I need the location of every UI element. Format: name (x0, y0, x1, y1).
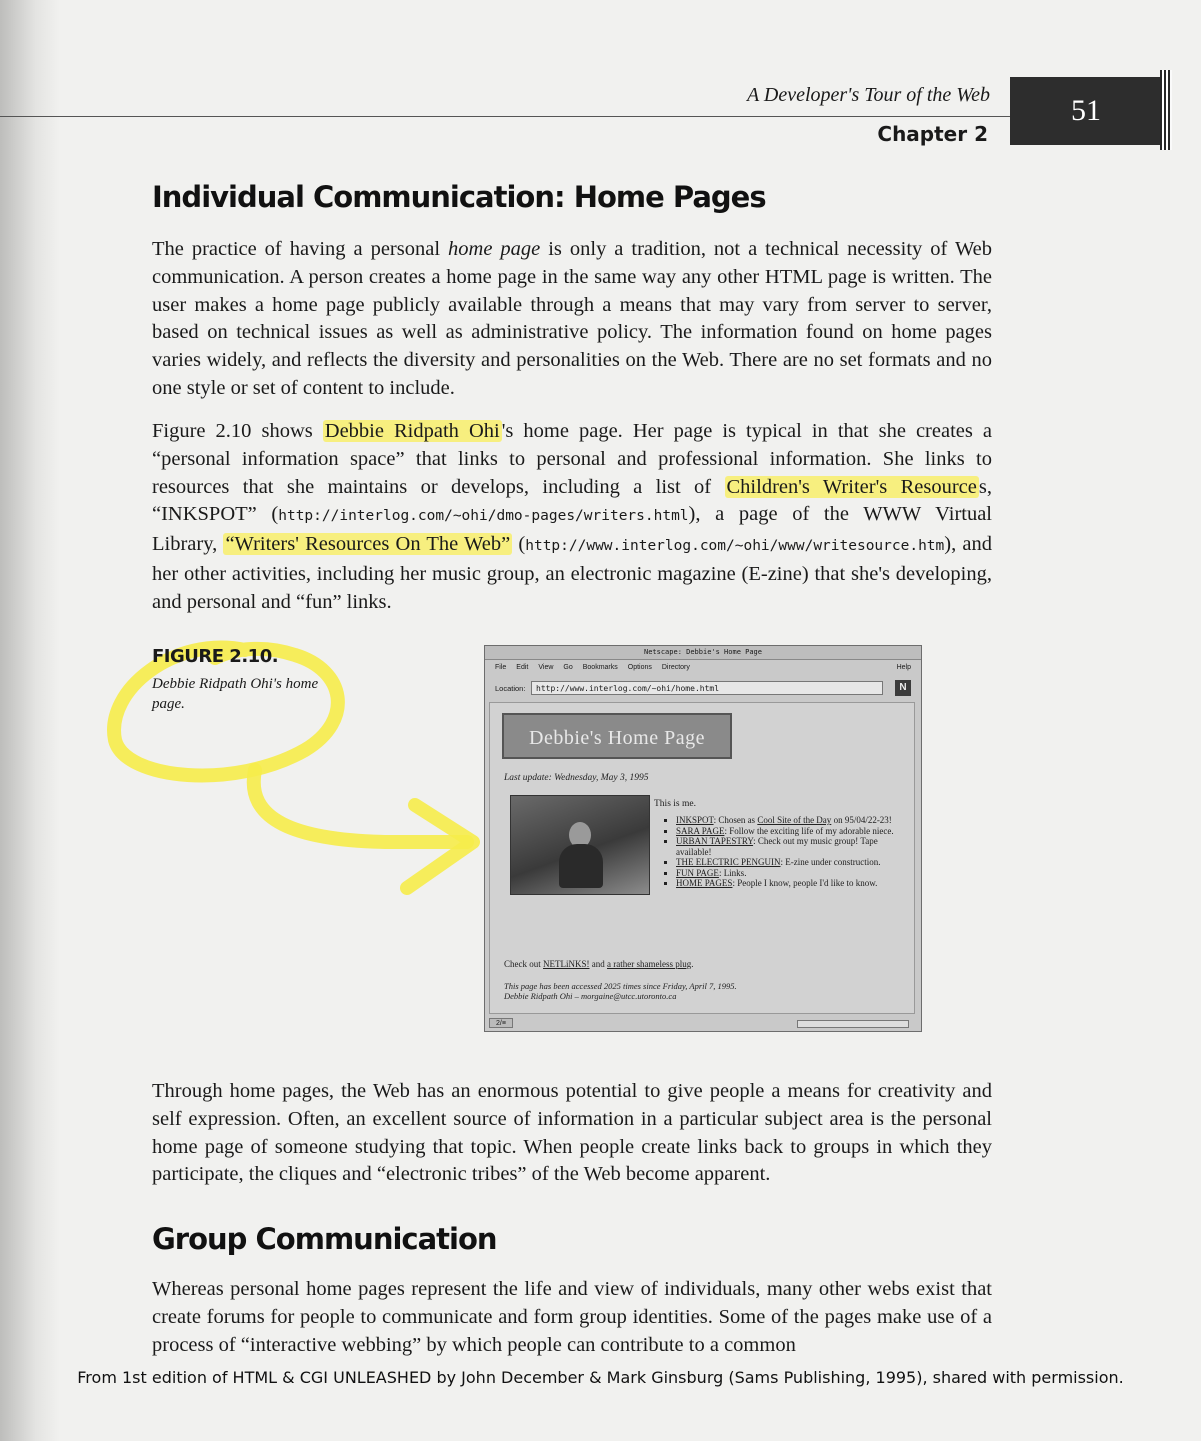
menu-file: File (495, 664, 507, 671)
browser-content-area (489, 702, 915, 1014)
list-item: ▪ SARA PAGE: Follow the exciting life of my adorable niece. (676, 826, 906, 837)
list-item: ▪ THE ELECTRIC PENGUIN: E-zine under construction. (676, 857, 906, 868)
location-label: Location: (495, 684, 526, 693)
list-item: ▪ HOME PAGES: People I know, people I'd like to know. (676, 878, 906, 889)
menu-edit: Edit (516, 664, 529, 671)
highlight-childrens-writers: Children's Writer's Resource (726, 475, 977, 498)
menu-bookmarks: Bookmarks (582, 664, 618, 671)
chapter-label: Chapter 2 (877, 122, 988, 146)
running-title: A Developer's Tour of the Web (747, 84, 990, 106)
yellow-marker-scribble (95, 630, 495, 900)
header-rule (0, 116, 1010, 117)
section-heading-group-communication: Group Communication (152, 1222, 497, 1256)
homepage-banner: Debbie's Home Page (502, 713, 732, 759)
checkout-line: Check out NETLiNKS! and a rather shameless plug. (504, 959, 694, 969)
url-inkspot: http://interlog.com/~ohi/dmo-pages/writers.html (278, 508, 689, 525)
menu-go: Go (563, 664, 573, 671)
this-is-me: This is me. (654, 799, 696, 809)
figure-label: FIGURE 2.10. (152, 646, 279, 667)
browser-status-bar (489, 1018, 915, 1028)
page-number: 51 (1010, 77, 1162, 145)
browser-screenshot (484, 645, 922, 1032)
list-item: ▪ FUN PAGE: Links. (676, 868, 906, 879)
menu-options: Options (627, 664, 652, 671)
paragraph-figure-description: Figure 2.10 shows Debbie Ridpath Ohi's home page. Her page is typical in that she creates a “personal information space” that links to personal and professional information. She links to resources that she maintains or develops, including a list of Children's Writer's Resources, “INKSPOT” (http://interlog.com/~ohi/dmo-pages/writers.html), a page of the WWW Virtual Library, “Writers' Resources On The Web” (http://www.interlog.com/~ohi/www/writesource.htm), and her other activities, including her music group, an electronic magazine (E-zine) that she's developing, and personal and “fun” links. (152, 420, 993, 613)
progress-bar (797, 1020, 909, 1028)
menu-directory: Directory (661, 664, 690, 671)
highlight-writers-resources: “Writers' Resources On The Web” (225, 533, 511, 556)
section-heading-home-pages: Individual Communication: Home Pages (152, 180, 766, 214)
highlight-debbie: Debbie Ridpath Ohi (324, 420, 500, 442)
paragraph-home-pages-intro: The practice of having a personal home page is only a tradition, not a technical necessity of Web communication. A person creates a home page in the same way any other HTML page is written. The user makes a home page publicly available through a means that may vary from server to server, based on technical issues as well as administrative policy. The information found on home pages varies widely, and reflects the diversity and personalities on the Web. There are no set formats and no one style or set of content to include. (152, 238, 992, 399)
footer-credit: From 1st edition of HTML & CGI UNLEASHED by John December & Mark Ginsburg (Sams Publishing, 1995), shared with permission. (77, 1368, 1124, 1387)
netscape-logo-icon: N (895, 680, 911, 696)
menu-view: View (538, 664, 554, 671)
list-item: ▪ INKSPOT: Chosen as Cool Site of the Day on 95/04/22-23! (676, 815, 906, 826)
last-update: Last update: Wednesday, May 3, 1995 (504, 773, 649, 783)
homepage-link-list (658, 815, 906, 889)
location-url: http://www.interlog.com/~ohi/home.html (531, 681, 883, 695)
paragraph-self-expression: Through home pages, the Web has an enormous potential to give people a means for creativity and self expression. Often, an excellent source of information in a particular subject area is the personal home page of someone studying that topic. When people create links back to groups in which they participate, the cliques and “electronic tribes” of the Web become apparent. (152, 1080, 992, 1186)
list-item: ▪ URBAN TAPESTRY: Check out my music group! Tape available! (676, 836, 906, 857)
page-gutter-shadow (0, 0, 60, 1441)
access-counter: This page has been accessed 2025 times since Friday, April 7, 1995. Debbie Ridpath Ohi – morgaine@utcc.utoronto.ca (504, 981, 737, 1001)
paragraph-group-communication: Whereas personal home pages represent the life and view of individuals, many other webs exist that create forums for people to communicate and form group identities. Some of the pages make use of a process of “interactive webbing” by which people can contribute to a common (152, 1278, 992, 1356)
security-key-icon: 2/≡ (489, 1018, 513, 1028)
browser-title-bar: Netscape: Debbie's Home Page (485, 646, 921, 660)
url-writesource: http://www.interlog.com/~ohi/www/writesource.htm (525, 538, 945, 555)
browser-menu-bar (485, 660, 921, 676)
person-photo-icon (510, 795, 650, 895)
page-edge-marks (1160, 70, 1172, 150)
menu-help: Help (896, 664, 911, 671)
browser-location-bar (485, 678, 921, 700)
figure-caption: Debbie Ridpath Ohi's home page. (152, 676, 319, 712)
